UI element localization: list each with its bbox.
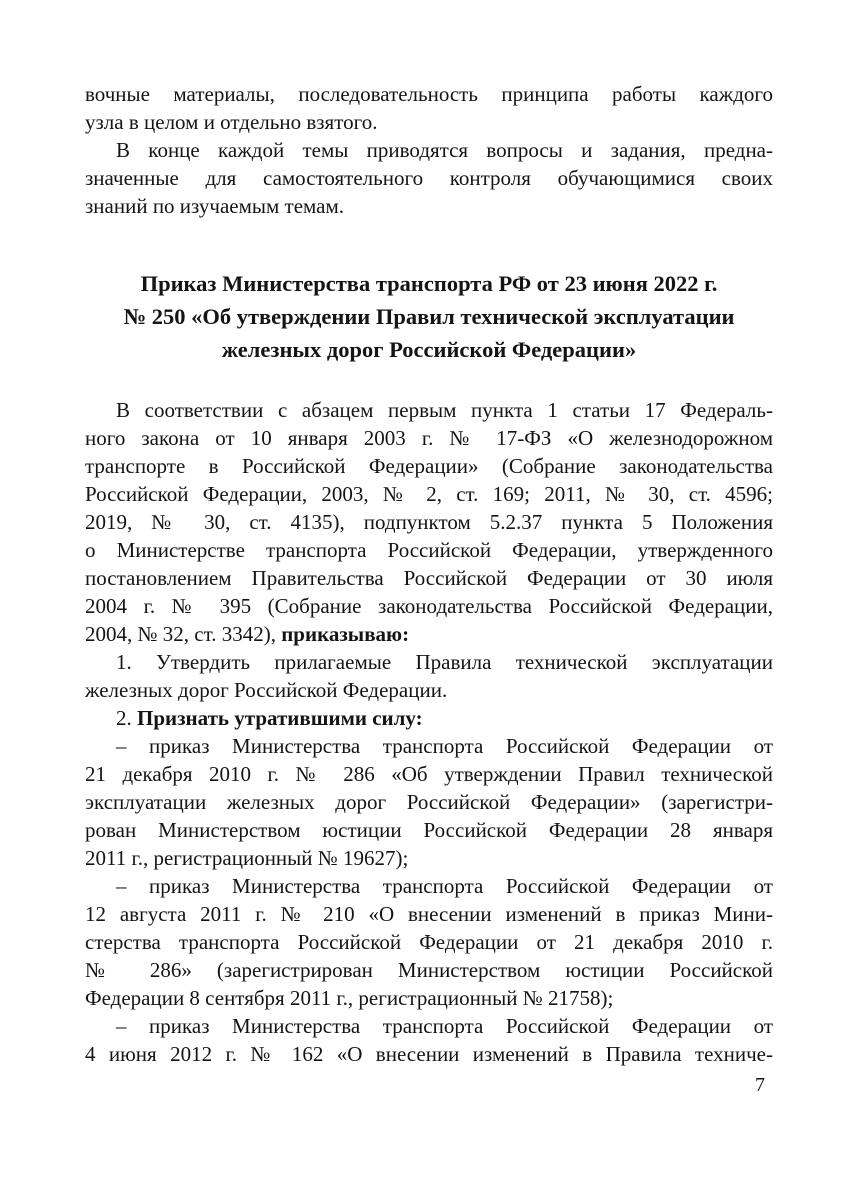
document-title (85, 267, 773, 366)
intro-paragraph-1 (85, 80, 773, 136)
text-line (85, 620, 773, 648)
text-line (85, 704, 773, 732)
intro-section (85, 80, 773, 220)
text-line: 21 декабря 2010 г. № 286 «Об утверждении Правил технической (85, 762, 773, 786)
body-paragraph-repealed-order-2 (85, 872, 773, 1012)
text-line: узла в целом и отдельно взятого. (85, 110, 378, 134)
body-paragraph-repealed-order-1 (85, 732, 773, 872)
text-line: эксплуатации железных дорог Российской Федерации» (зарегистри- (85, 790, 773, 814)
text-line: стерства транспорта Российской Федерации от 21 декабря 2010 г. (85, 930, 773, 954)
text-line: железных дорог Российской Федерации. (85, 678, 448, 702)
text-line: Российской Федерации, 2003, № 2, ст. 169; 2011, № 30, ст. 4596; (85, 482, 773, 506)
text-line: ного закона от 10 января 2003 г. № 17-ФЗ «О железнодорожном (85, 426, 773, 450)
text-line: 2004 г. № 395 (Собрание законодательства Российской Федерации, (85, 594, 773, 618)
text-line: вочные материалы, последовательность принципа работы каждого (85, 82, 773, 106)
text-line: значенные для самостоятельного контроля обучающимися своих (85, 166, 773, 190)
title-line: № 250 «Об утверждении Правил технической эксплуатации (123, 304, 735, 329)
title-line: Приказ Министерства транспорта РФ от 23 июня 2022 г. (140, 271, 718, 296)
text-line: Федерации 8 сентября 2011 г., регистрационный № 21758); (85, 986, 614, 1010)
text-line: транспорте в Российской Федерации» (Собрание законодательства (85, 454, 773, 478)
item-number: 2. (116, 706, 137, 730)
text-line: о Министерстве транспорта Российской Федерации, утвержденного (85, 538, 773, 562)
text-line: знаний по изучаемым темам. (85, 194, 345, 218)
text-line: 12 августа 2011 г. № 210 «О внесении изменений в приказ Мини- (85, 902, 773, 926)
body-paragraph-item2 (85, 704, 773, 732)
text-line: – приказ Министерства транспорта Российской Федерации от (116, 1014, 773, 1038)
text-line: 2019, № 30, ст. 4135), подпунктом 5.2.37 пункта 5 Положения (85, 510, 773, 534)
text-line: № 286» (зарегистрирован Министерством юстиции Российской (85, 958, 773, 982)
text-segment: 2004, № 32, ст. 3342), (85, 622, 282, 646)
text-line: 2011 г., регистрационный № 19627); (85, 846, 409, 870)
body-paragraph-preamble (85, 396, 773, 648)
title-line: железных дорог Российской Федерации» (221, 337, 637, 362)
text-line: рован Министерством юстиции Российской Федерации 28 января (85, 818, 773, 842)
text-line: – приказ Министерства транспорта Российской Федерации от (116, 734, 773, 758)
page-number: 7 (755, 1074, 765, 1096)
document-body (85, 396, 773, 1068)
intro-paragraph-2 (85, 136, 773, 220)
ordering-word: приказываю: (281, 622, 410, 646)
text-line: В конце каждой темы приводятся вопросы и задания, предна- (116, 138, 773, 162)
text-line: – приказ Министерства транспорта Российской Федерации от (116, 874, 773, 898)
body-paragraph-item1 (85, 648, 773, 704)
text-line: 4 июня 2012 г. № 162 «О внесении изменений в Правила техниче- (85, 1042, 773, 1066)
text-line: В соответствии с абзацем первым пункта 1 статьи 17 Федераль- (116, 398, 773, 422)
text-line: 1. Утвердить прилагаемые Правила технической эксплуатации (116, 650, 773, 674)
item2-bold-text: Признать утратившими силу: (137, 706, 423, 730)
body-paragraph-repealed-order-3 (85, 1012, 773, 1068)
text-line: постановлением Правительства Российской Федерации от 30 июля (85, 566, 773, 590)
